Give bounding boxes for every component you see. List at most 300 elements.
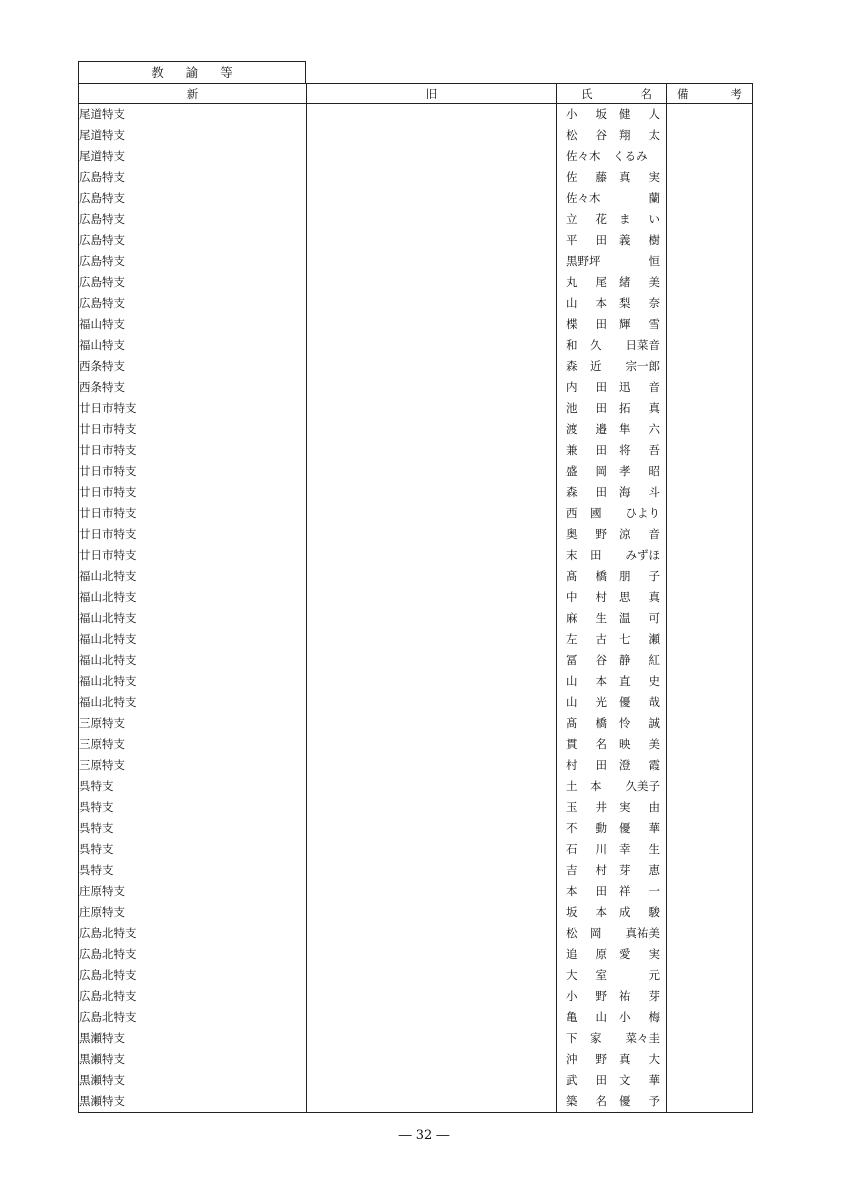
cell-remarks	[667, 1049, 753, 1070]
name-part: 斗	[648, 485, 660, 499]
cell-name	[557, 776, 667, 797]
cell-remarks	[667, 881, 753, 902]
cell-remarks	[667, 860, 753, 881]
name-part: 誠	[648, 716, 660, 730]
name-part: 宗一郎	[625, 359, 660, 373]
cell-old	[307, 440, 557, 461]
name-part: 田	[589, 548, 602, 562]
name-part: 佐々木	[566, 149, 601, 163]
cell-old	[307, 1049, 557, 1070]
name-part: 昭	[648, 464, 660, 478]
cell-old	[307, 251, 557, 272]
table-row	[79, 167, 753, 188]
cell-new-school: 呉特支	[79, 797, 307, 818]
column-header-name-a: 氏	[581, 86, 593, 101]
table-row	[79, 230, 753, 251]
cell-remarks	[667, 1070, 753, 1091]
cell-remarks	[667, 566, 753, 587]
name-part: 土	[566, 779, 578, 793]
cell-old	[307, 377, 557, 398]
name-part: 愛	[619, 947, 631, 961]
name-part: 西	[566, 506, 578, 520]
cell-name	[557, 734, 667, 755]
table-row	[79, 692, 753, 713]
cell-old	[307, 944, 557, 965]
cell-new-school: 福山北特支	[79, 692, 307, 713]
name-part: 真	[619, 170, 631, 184]
cell-new-school: 黒瀬特支	[79, 1028, 307, 1049]
table-row	[79, 356, 753, 377]
name-part: 田	[595, 317, 607, 331]
name-part: 華	[648, 821, 660, 835]
name-part: 直	[619, 674, 631, 688]
cell-new-school: 福山特支	[79, 335, 307, 356]
cell-name	[557, 398, 667, 419]
cell-new-school: 黒瀬特支	[79, 1070, 307, 1091]
table-row	[79, 818, 753, 839]
cell-new-school: 福山北特支	[79, 587, 307, 608]
name-part: 拓	[619, 401, 631, 415]
table-row	[79, 608, 753, 629]
cell-name	[557, 881, 667, 902]
cell-name	[557, 860, 667, 881]
cell-new-school: 西条特支	[79, 377, 307, 398]
name-part: 六	[648, 422, 660, 436]
cell-remarks	[667, 671, 753, 692]
name-part: 映	[619, 737, 631, 751]
cell-remarks	[667, 545, 753, 566]
name-part	[606, 923, 626, 944]
category-label: 教諭等	[151, 65, 255, 80]
name-part: 中	[566, 590, 578, 604]
name-part: 森	[566, 485, 578, 499]
cell-new-school: 広島特支	[79, 188, 307, 209]
name-part: 追	[566, 947, 578, 961]
name-part: 左	[566, 632, 578, 646]
name-part: 真	[648, 590, 660, 604]
name-part: 石	[566, 842, 578, 856]
name-part: 丸	[566, 275, 578, 289]
name-part: 邉	[595, 422, 607, 436]
name-part: 橋	[595, 716, 607, 730]
cell-remarks	[667, 629, 753, 650]
name-part: 恒	[648, 254, 660, 268]
table-row	[79, 461, 753, 482]
name-part: 田	[595, 758, 607, 772]
name-part: 末	[566, 548, 578, 562]
cell-old	[307, 272, 557, 293]
name-part: 華	[648, 1073, 660, 1087]
cell-name	[557, 146, 667, 167]
cell-old	[307, 965, 557, 986]
name-part: 紅	[648, 653, 660, 667]
cell-name	[557, 104, 667, 126]
name-part	[620, 188, 640, 209]
cell-old	[307, 755, 557, 776]
cell-old	[307, 650, 557, 671]
personnel-table	[78, 83, 753, 1113]
cell-remarks	[667, 356, 753, 377]
name-part: 玉	[566, 800, 578, 814]
table-row	[79, 860, 753, 881]
cell-name	[557, 818, 667, 839]
table-row	[79, 629, 753, 650]
name-part	[606, 1028, 626, 1049]
name-part: 平	[566, 233, 578, 247]
cell-new-school: 黒瀬特支	[79, 1049, 307, 1070]
cell-old	[307, 356, 557, 377]
name-part: 駿	[648, 905, 660, 919]
cell-new-school: 広島特支	[79, 251, 307, 272]
table-row	[79, 881, 753, 902]
cell-old	[307, 629, 557, 650]
cell-old	[307, 692, 557, 713]
name-part: 優	[619, 695, 631, 709]
table-row	[79, 335, 753, 356]
cell-remarks	[667, 419, 753, 440]
name-part: 隼	[619, 422, 631, 436]
cell-new-school: 三原特支	[79, 755, 307, 776]
name-part: 由	[648, 800, 660, 814]
table-row	[79, 587, 753, 608]
name-part: 近	[589, 359, 602, 373]
name-part: 成	[619, 905, 631, 919]
cell-old	[307, 1091, 557, 1113]
name-part: 祐	[619, 989, 631, 1003]
name-part: 山	[566, 695, 578, 709]
cell-remarks	[667, 104, 753, 126]
cell-name	[557, 440, 667, 461]
cell-name	[557, 839, 667, 860]
cell-old	[307, 146, 557, 167]
name-part: 澄	[619, 758, 631, 772]
name-part: 山	[566, 674, 578, 688]
cell-remarks	[667, 986, 753, 1007]
name-part: 恵	[648, 863, 660, 877]
cell-old	[307, 608, 557, 629]
cell-remarks	[667, 335, 753, 356]
name-part: 野	[595, 989, 607, 1003]
name-part: 本	[589, 779, 602, 793]
name-part: 和	[566, 338, 578, 352]
table-row	[79, 440, 753, 461]
name-part	[606, 335, 626, 356]
cell-remarks	[667, 650, 753, 671]
cell-new-school: 黒瀬特支	[79, 1091, 307, 1113]
table-row	[79, 146, 753, 167]
name-part: 岡	[595, 464, 607, 478]
name-part: 谷	[595, 653, 607, 667]
cell-old	[307, 104, 557, 126]
name-part: 光	[595, 695, 607, 709]
cell-new-school: 三原特支	[79, 713, 307, 734]
name-part: 家	[589, 1031, 602, 1045]
table-body	[79, 104, 753, 1113]
cell-name	[557, 188, 667, 209]
name-part: 菜々圭	[625, 1031, 660, 1045]
table-row	[79, 1049, 753, 1070]
name-part: 原	[595, 947, 607, 961]
name-part: 思	[619, 590, 631, 604]
cell-remarks	[667, 125, 753, 146]
name-part: 山	[595, 1010, 607, 1024]
cell-remarks	[667, 1091, 753, 1113]
table-row	[79, 125, 753, 146]
table-row	[79, 650, 753, 671]
cell-new-school: 呉特支	[79, 860, 307, 881]
cell-old	[307, 293, 557, 314]
cell-new-school: 呉特支	[79, 839, 307, 860]
cell-new-school: 広島北特支	[79, 1007, 307, 1028]
name-part: 音	[648, 380, 660, 394]
cell-name	[557, 713, 667, 734]
name-part	[606, 776, 626, 797]
cell-new-school: 福山北特支	[79, 650, 307, 671]
table-row	[79, 671, 753, 692]
cell-name	[557, 461, 667, 482]
name-part	[613, 965, 637, 986]
name-part: 梨	[619, 296, 631, 310]
name-part: 久	[589, 338, 602, 352]
cell-new-school: 福山北特支	[79, 608, 307, 629]
name-part: 一	[648, 884, 660, 898]
cell-old	[307, 188, 557, 209]
table-row	[79, 503, 753, 524]
cell-old	[307, 1007, 557, 1028]
cell-new-school: 西条特支	[79, 356, 307, 377]
cell-remarks	[667, 188, 753, 209]
cell-old	[307, 125, 557, 146]
cell-old	[307, 545, 557, 566]
cell-remarks	[667, 923, 753, 944]
cell-new-school: 廿日市特支	[79, 545, 307, 566]
column-header-remarks-a: 備	[677, 86, 689, 101]
name-part: 名	[595, 737, 607, 751]
table-row	[79, 755, 753, 776]
column-header-remarks	[667, 84, 753, 104]
cell-old	[307, 461, 557, 482]
name-part: 雪	[648, 317, 660, 331]
cell-remarks	[667, 587, 753, 608]
cell-name	[557, 944, 667, 965]
name-part: 霞	[648, 758, 660, 772]
cell-name	[557, 923, 667, 944]
name-part: 大	[648, 1052, 660, 1066]
table-row	[79, 545, 753, 566]
name-part: 本	[595, 674, 607, 688]
name-part: 下	[566, 1031, 578, 1045]
cell-remarks	[667, 398, 753, 419]
name-part: 静	[619, 653, 631, 667]
name-part: 武	[566, 1073, 578, 1087]
name-part: 吉	[566, 863, 578, 877]
name-part: 麻	[566, 611, 578, 625]
cell-old	[307, 776, 557, 797]
name-part: ひより	[625, 506, 660, 520]
name-part: 村	[595, 863, 607, 877]
table-row	[79, 272, 753, 293]
cell-name	[557, 755, 667, 776]
cell-new-school: 三原特支	[79, 734, 307, 755]
cell-remarks	[667, 503, 753, 524]
name-part: 人	[648, 107, 660, 121]
name-part: 梅	[648, 1010, 660, 1024]
name-part: 史	[648, 674, 660, 688]
name-part: 生	[648, 842, 660, 856]
name-part: 兼	[566, 443, 578, 457]
cell-remarks	[667, 755, 753, 776]
cell-remarks	[667, 167, 753, 188]
cell-old	[307, 923, 557, 944]
table-row	[79, 944, 753, 965]
cell-name	[557, 986, 667, 1007]
name-part: 渡	[566, 422, 578, 436]
name-part: 松	[566, 926, 578, 940]
name-part: 海	[619, 485, 631, 499]
name-part: 大	[566, 968, 578, 982]
table-row	[79, 188, 753, 209]
table-row	[79, 776, 753, 797]
cell-name	[557, 650, 667, 671]
cell-name	[557, 629, 667, 650]
cell-name	[557, 1028, 667, 1049]
name-part: 坂	[595, 107, 607, 121]
cell-new-school: 広島特支	[79, 293, 307, 314]
cell-name	[557, 1070, 667, 1091]
table-row	[79, 839, 753, 860]
cell-remarks	[667, 1007, 753, 1028]
table-row	[79, 1091, 753, 1113]
table-row	[79, 314, 753, 335]
cell-old	[307, 881, 557, 902]
cell-name	[557, 356, 667, 377]
table-row	[79, 1070, 753, 1091]
column-header-name-b: 名	[640, 86, 652, 101]
cell-old	[307, 734, 557, 755]
name-part: 田	[595, 443, 607, 457]
cell-remarks	[667, 230, 753, 251]
name-part	[606, 545, 626, 566]
name-part: 幸	[619, 842, 631, 856]
cell-new-school: 広島北特支	[79, 986, 307, 1007]
name-part: 美	[648, 737, 660, 751]
name-part: 本	[595, 905, 607, 919]
cell-name	[557, 671, 667, 692]
cell-name	[557, 566, 667, 587]
cell-remarks	[667, 482, 753, 503]
cell-old	[307, 587, 557, 608]
cell-old	[307, 524, 557, 545]
name-part: 髙	[566, 716, 578, 730]
name-part: 谷	[595, 128, 607, 142]
cell-remarks	[667, 902, 753, 923]
name-part: 花	[595, 212, 607, 226]
name-part: 松	[566, 128, 578, 142]
name-part: 田	[595, 884, 607, 898]
name-part: 本	[566, 884, 578, 898]
name-part: 野	[595, 527, 607, 541]
name-part: 川	[595, 842, 607, 856]
cell-remarks	[667, 608, 753, 629]
cell-name	[557, 335, 667, 356]
cell-new-school: 広島特支	[79, 272, 307, 293]
page-number: ― 32 ―	[398, 1128, 450, 1143]
name-part: 佐	[566, 170, 578, 184]
cell-old	[307, 398, 557, 419]
cell-new-school: 廿日市特支	[79, 398, 307, 419]
cell-remarks	[667, 839, 753, 860]
name-part: 尾	[595, 275, 607, 289]
name-part: 迅	[619, 380, 631, 394]
name-part: 池	[566, 401, 578, 415]
cell-name	[557, 272, 667, 293]
name-part: 久美子	[625, 779, 660, 793]
cell-remarks	[667, 251, 753, 272]
cell-new-school: 呉特支	[79, 818, 307, 839]
column-header-new: 新	[79, 84, 307, 104]
name-part: 真祐美	[625, 926, 660, 940]
cell-new-school: 福山特支	[79, 314, 307, 335]
name-part: 森	[566, 359, 578, 373]
name-part: 実	[619, 800, 631, 814]
cell-new-school: 広島北特支	[79, 965, 307, 986]
cell-new-school: 広島特支	[79, 230, 307, 251]
cell-remarks	[667, 965, 753, 986]
name-part: 坂	[566, 905, 578, 919]
name-part: 村	[595, 590, 607, 604]
table-row	[79, 797, 753, 818]
cell-old	[307, 1070, 557, 1091]
name-part: 奥	[566, 527, 578, 541]
name-part: 名	[595, 1094, 607, 1108]
cell-old	[307, 1028, 557, 1049]
cell-remarks	[667, 524, 753, 545]
cell-name	[557, 230, 667, 251]
cell-old	[307, 671, 557, 692]
cell-remarks	[667, 461, 753, 482]
table-row	[79, 1007, 753, 1028]
cell-remarks	[667, 818, 753, 839]
cell-new-school: 尾道特支	[79, 104, 307, 126]
cell-new-school: 福山北特支	[79, 629, 307, 650]
cell-old	[307, 419, 557, 440]
name-part: 孝	[619, 464, 631, 478]
cell-old	[307, 503, 557, 524]
cell-new-school: 廿日市特支	[79, 524, 307, 545]
cell-remarks	[667, 692, 753, 713]
name-part: 山	[566, 296, 578, 310]
cell-remarks	[667, 776, 753, 797]
name-part: 健	[619, 107, 631, 121]
cell-old	[307, 209, 557, 230]
name-part	[601, 251, 621, 272]
name-part: 内	[566, 380, 578, 394]
name-part	[601, 188, 621, 209]
name-part: 田	[595, 1073, 607, 1087]
name-part: 音	[648, 527, 660, 541]
cell-name	[557, 524, 667, 545]
cell-name	[557, 545, 667, 566]
name-part: 髙	[566, 569, 578, 583]
cell-name	[557, 587, 667, 608]
name-part: 太	[648, 128, 660, 142]
name-part: 吾	[648, 443, 660, 457]
name-part: 七	[619, 632, 631, 646]
cell-remarks	[667, 734, 753, 755]
cell-new-school: 福山北特支	[79, 566, 307, 587]
name-part: 田	[595, 380, 607, 394]
cell-name	[557, 419, 667, 440]
